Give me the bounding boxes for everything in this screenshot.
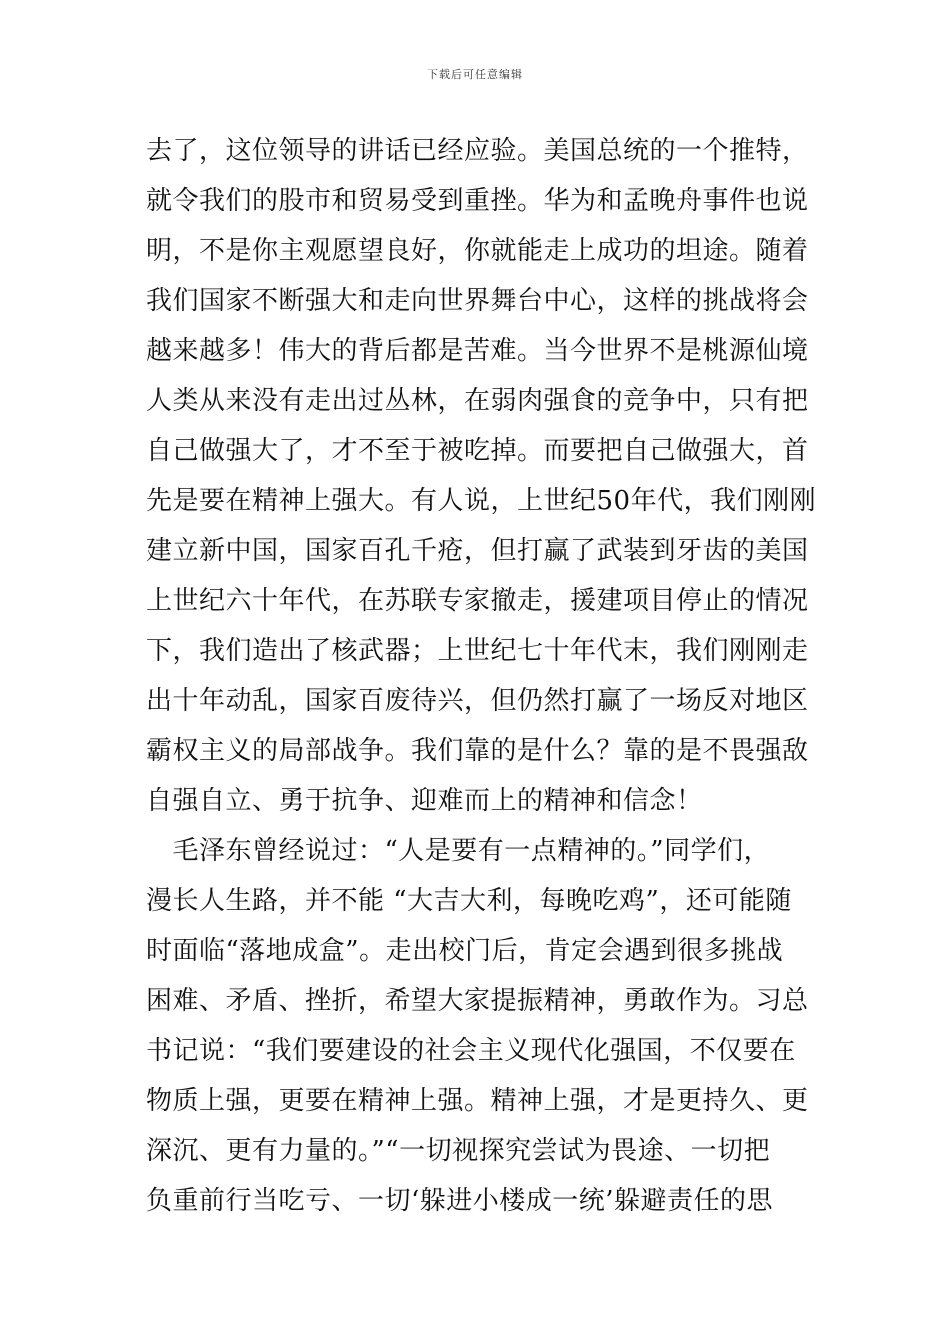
text-line: 物质上强，更要在精神上强。精神上强，才是更持久、更	[146, 1086, 809, 1116]
text-line: 深沉、更有力量的。”“一切视探究尝试为畏途、一切把	[146, 1136, 771, 1166]
text-line: 负重前行当吃亏、一切‘躲进小楼成一统’躲避责任的思	[146, 1186, 774, 1216]
text-line: 去了，这位领导的讲话已经应验。美国总统的一个推特，	[146, 136, 809, 166]
text-line: 人类从来没有走出过丛林，在弱肉强食的竞争中，只有把	[146, 386, 809, 416]
text-line: 就令我们的股市和贸易受到重挫。华为和孟晚舟事件也说	[146, 186, 809, 216]
text-line: 漫长人生路，并不能 “大吉大利，每晚吃鸡”，还可能随	[146, 886, 792, 916]
text-line: 上世纪六十年代，在苏联专家撤走，援建项目停止的情况	[146, 586, 809, 616]
text-line: 下，我们造出了核武器；上世纪七十年代末，我们刚刚走	[146, 636, 809, 666]
text-line: 明，不是你主观愿望良好，你就能走上成功的坦途。随着	[146, 236, 809, 266]
text-line: 我们国家不断强大和走向世界舞台中心，这样的挑战将会	[146, 286, 809, 316]
body-text	[146, 126, 826, 1226]
text-line: 毛泽东曾经说过：“人是要有一点精神的。”同学们，	[146, 836, 771, 866]
text-line: 书记说：“我们要建设的社会主义现代化强国，不仅要在	[146, 1036, 796, 1066]
text-line: 建立新中国，国家百孔千疮，但打赢了武装到牙齿的美国	[146, 536, 809, 566]
text-line: 自强自立、勇于抗争、迎难而上的精神和信念！	[146, 786, 703, 816]
page-header: 下载后可任意编辑	[427, 68, 523, 81]
text-line: 先是要在精神上强大。有人说，上世纪50年代，我们刚刚	[146, 486, 817, 516]
text-line: 困难、矛盾、挫折，希望大家提振精神，勇敢作为。习总	[146, 986, 809, 1016]
text-line: 出十年动乱，国家百废待兴，但仍然打赢了一场反对地区	[146, 686, 809, 716]
text-line: 霸权主义的局部战争。我们靠的是什么？靠的是不畏强敌	[146, 736, 809, 766]
text-line: 时面临“落地成盒”。走出校门后，肯定会遇到很多挑战	[146, 936, 784, 966]
text-line: 越来越多！伟大的背后都是苦难。当今世界不是桃源仙境	[146, 336, 809, 366]
text-line: 自己做强大了，才不至于被吃掉。而要把自己做强大，首	[146, 436, 809, 466]
